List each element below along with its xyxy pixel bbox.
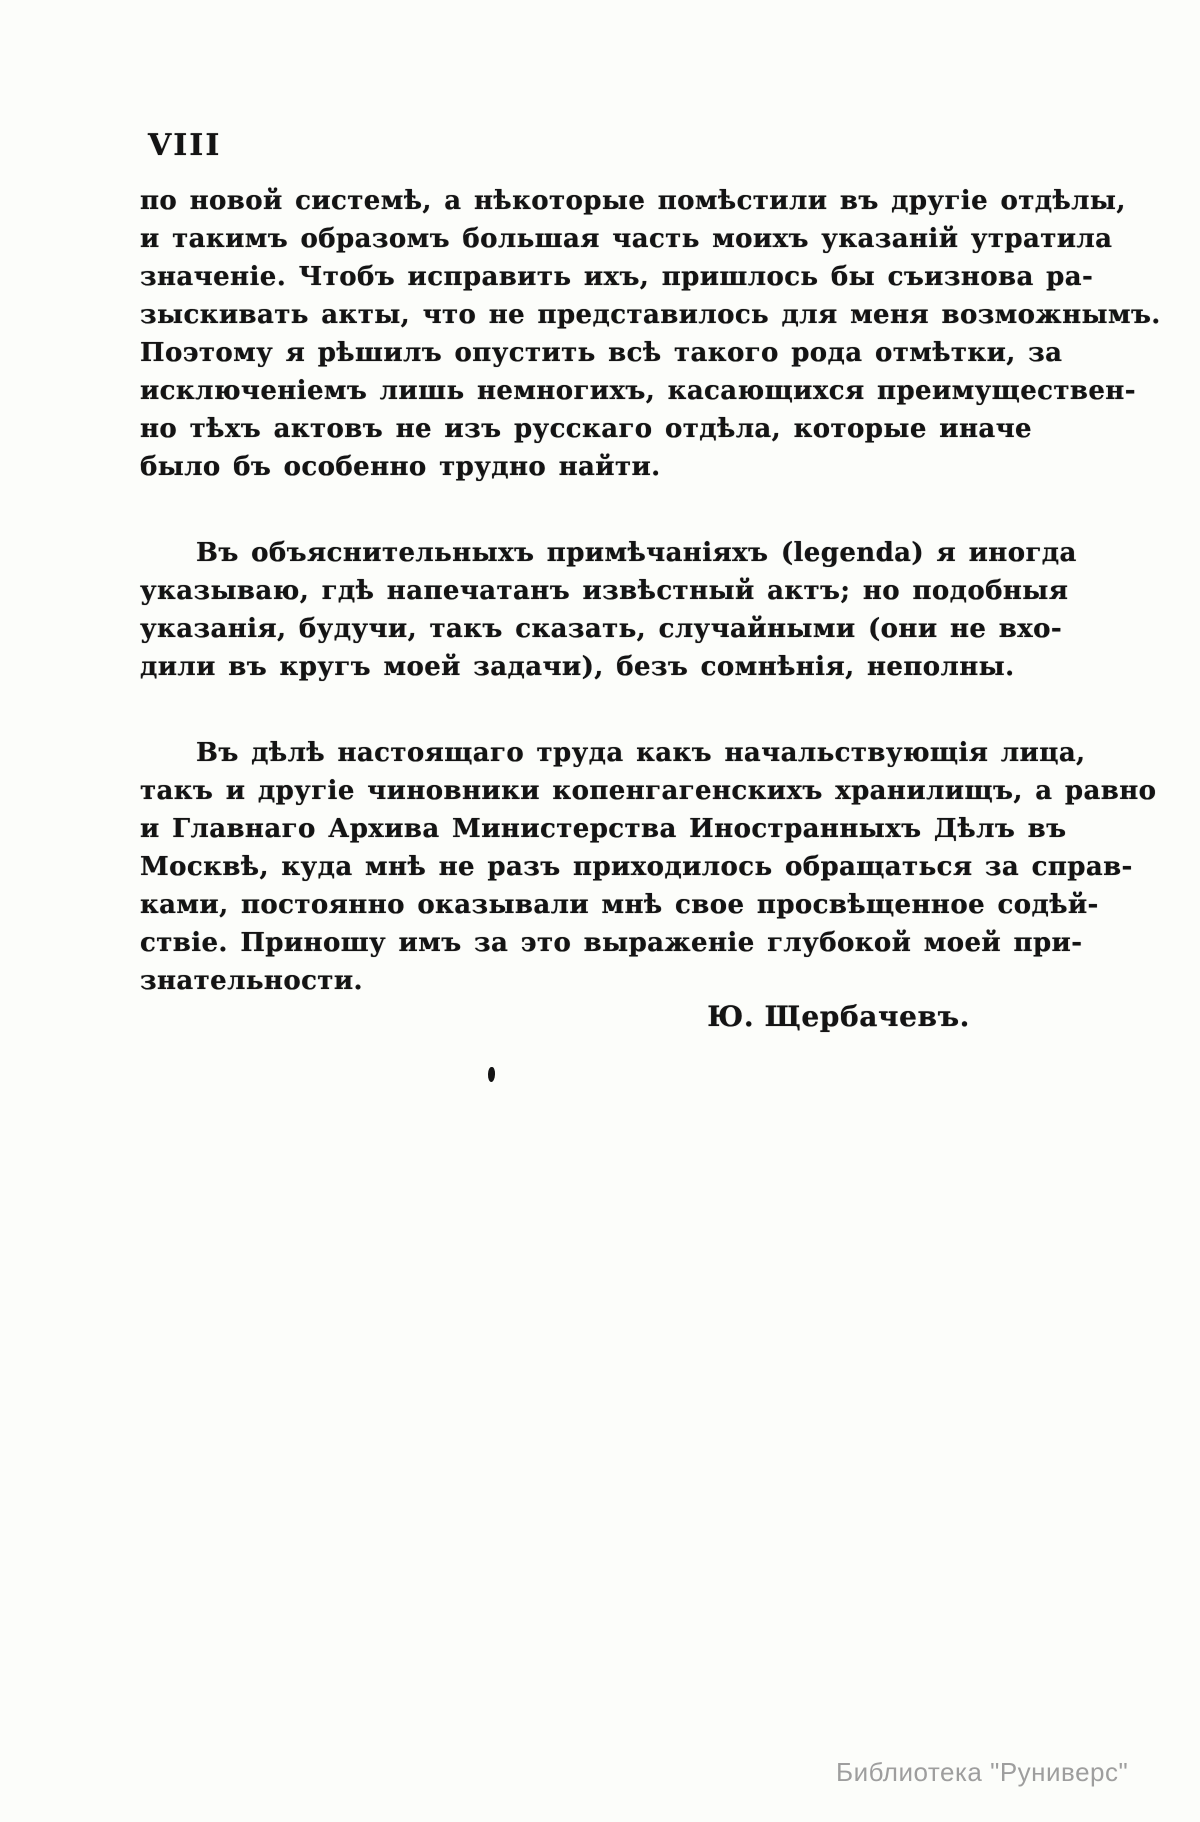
text-line: Москвѣ, куда мнѣ не разъ приходилось обращаться за справ- (140, 852, 1133, 882)
text-line: но тѣхъ актовъ не изъ русскаго отдѣла, которые иначе (140, 414, 1032, 444)
page-number: VIII (148, 128, 222, 163)
text-line: указанія, будучи, такъ сказать, случайными (они не вхо- (140, 614, 1063, 644)
text-line: значеніе. Чтобъ исправить ихъ, пришлось бы съизнова ра- (140, 262, 1094, 292)
paragraph (140, 734, 1157, 1000)
text-line: такъ и другіе чиновники копенгагенскихъ хранилищъ, а равно (140, 776, 1157, 806)
text-line: и такимъ образомъ большая часть моихъ указаній утратила (140, 224, 1113, 254)
text-line: по новой системѣ, а нѣкоторые помѣстили въ другіе отдѣлы, (140, 186, 1126, 216)
text-line: Въ объяснительныхъ примѣчаніяхъ (legenda) я иногда (196, 538, 1077, 568)
text-line: Поэтому я рѣшилъ опустить всѣ такого рода отмѣтки, за (140, 338, 1063, 368)
paragraph (140, 534, 1077, 686)
text-line: ками, постоянно оказывали мнѣ свое просвѣщенное содѣй- (140, 890, 1099, 920)
text-line: дили въ кругъ моей задачи), безъ сомнѣнія, неполны. (140, 652, 1015, 682)
text-line: Въ дѣлѣ настоящаго труда какъ начальствующія лица, (196, 738, 1086, 768)
ink-speck (488, 1067, 496, 1082)
text-line: было бъ особенно трудно найти. (140, 452, 661, 482)
author-signature: Ю. Щербачевъ. (707, 1000, 970, 1033)
text-line: указываю, гдѣ напечатанъ извѣстный актъ; но подобныя (140, 576, 1069, 606)
paragraph (140, 182, 1161, 486)
text-line: знательности. (140, 966, 363, 996)
text-line: исключеніемъ лишь немногихъ, касающихся преимуществен- (140, 376, 1136, 406)
text-line: ствіе. Приношу имъ за это выраженіе глубокой моей при- (140, 928, 1083, 958)
text-block (140, 182, 1161, 1048)
text-line: зыскивать акты, что не представилось для меня возможнымъ. (140, 300, 1161, 330)
text-line: и Главнаго Архива Министерства Иностранныхъ Дѣлъ въ (140, 814, 1067, 844)
library-watermark: Библиотека "Руниверс" (836, 1757, 1129, 1787)
